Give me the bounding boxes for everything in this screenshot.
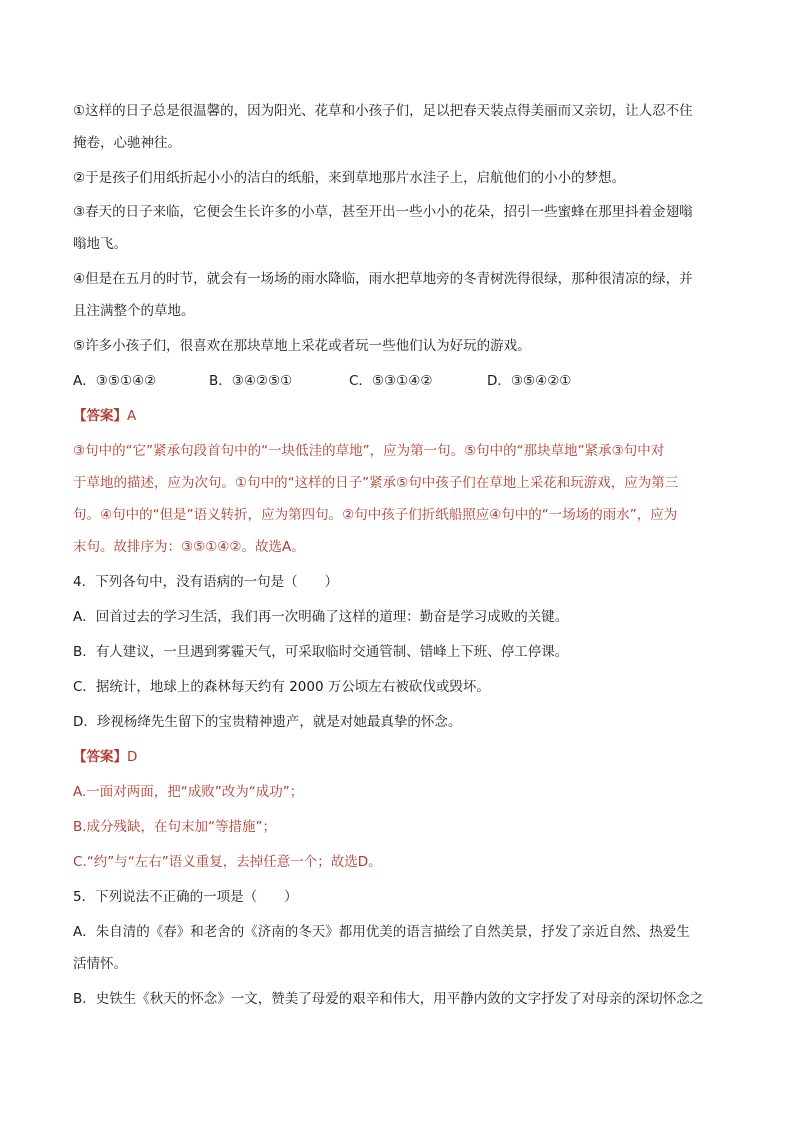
q5-option-a: A．朱自清的《春》和老舍的《济南的冬天》都用优美的语言描绘了自然美景，抒发了亲近自然、热爱生 (73, 924, 690, 940)
passage-sentence-4-cont: 且注满整个的草地。 (73, 303, 195, 319)
passage-sentence-5: ⑤许多小孩子们，很喜欢在那块草地上采花或者玩一些他们认为好玩的游戏。 (73, 338, 531, 354)
q4-answer (73, 746, 723, 768)
q4-option-a: A．回首过去的学习生活，我们再一次明确了这样的道理：勤奋是学习成败的关键。 (73, 609, 569, 625)
answer-value: D (127, 749, 138, 765)
q4-stem: 4．下列各句中，没有语病的一句是（ ） (73, 574, 339, 590)
q4-option-b: B．有人建议，一旦遇到雾霾天气，可采取临时交通管制、错峰上下班、停工停课。 (73, 644, 569, 660)
q3-option-c: C．⑤③①④② (349, 373, 433, 389)
passage-sentence-4: ④但是在五月的时节，就会有一场场的雨水降临，雨水把草地旁的冬青树洗得很绿，那种很清凉的绿，并 (73, 271, 693, 287)
passage-sentence-1-cont: 掩卷，心驰神往。 (73, 135, 181, 151)
q3-option-a: A．③⑤①④② (73, 373, 157, 389)
q3-option-d: D．③⑤④②① (487, 373, 572, 389)
q4-option-c: C．据统计，地球上的森林每天约有 2000 万公顷左右被砍伐或毁坏。 (73, 679, 490, 695)
passage-sentence-3: ③春天的日子来临，它便会生长许多的小草，甚至开出一些小小的花朵，招引一些蜜蜂在那里抖着金翅嗡 (73, 204, 693, 220)
q3-explanation-line: ③句中的“它”紧承句段首句中的“一块低洼的草地”，应为第一句。⑤句中的“那块草地”紧承③句中对 (73, 443, 665, 459)
answer-value: A (127, 408, 137, 424)
q4-explanation-line: A.一面对两面，把“成败”改为“成功”； (73, 784, 304, 800)
q4-explanation-line: C.“约”与“左右”语义重复，去掉任意一个；故选D。 (73, 854, 382, 870)
q3-options (73, 370, 723, 392)
answer-tag: 【答案】 (73, 408, 127, 424)
q5-stem: 5．下列说法不正确的一项是（ ） (73, 889, 298, 905)
q5-option-a-cont: 活情怀。 (73, 956, 127, 972)
q5-option-b: B．史铁生《秋天的怀念》一文，赞美了母爱的艰辛和伟大，用平静内敛的文字抒发了对母亲的深切怀念之 (73, 991, 704, 1007)
q4-option-d: D．珍视杨绛先生留下的宝贵精神遗产，就是对她最真挚的怀念。 (73, 714, 462, 730)
q3-explanation-line: 于草地的描述，应为次句。①句中的“这样的日子”紧承⑤句中孩子们在草地上采花和玩游戏，应为第三 (73, 475, 679, 491)
q3-answer (73, 405, 723, 427)
q3-option-b: B．③④②⑤① (209, 373, 293, 389)
passage-sentence-3-cont: 嗡地飞。 (73, 236, 127, 252)
passage-sentence-2: ②于是孩子们用纸折起小小的洁白的纸船，来到草地那片水洼子上，启航他们的小小的梦想。 (73, 170, 626, 186)
q3-explanation-line: 末句。故排序为：③⑤①④②。故选A。 (73, 539, 305, 555)
passage-sentence-1: ①这样的日子总是很温馨的，因为阳光、花草和小孩子们，足以把春天装点得美丽而又亲切，让人忍不住 (73, 103, 693, 119)
q4-explanation-line: B.成分残缺，在句末加“等措施”； (73, 819, 277, 835)
q3-explanation-line: 句。④句中的“但是”语义转折，应为第四句。②句中孩子们折纸船照应④句中的“一场场的雨水”，应为 (73, 507, 678, 523)
answer-tag: 【答案】 (73, 749, 127, 765)
